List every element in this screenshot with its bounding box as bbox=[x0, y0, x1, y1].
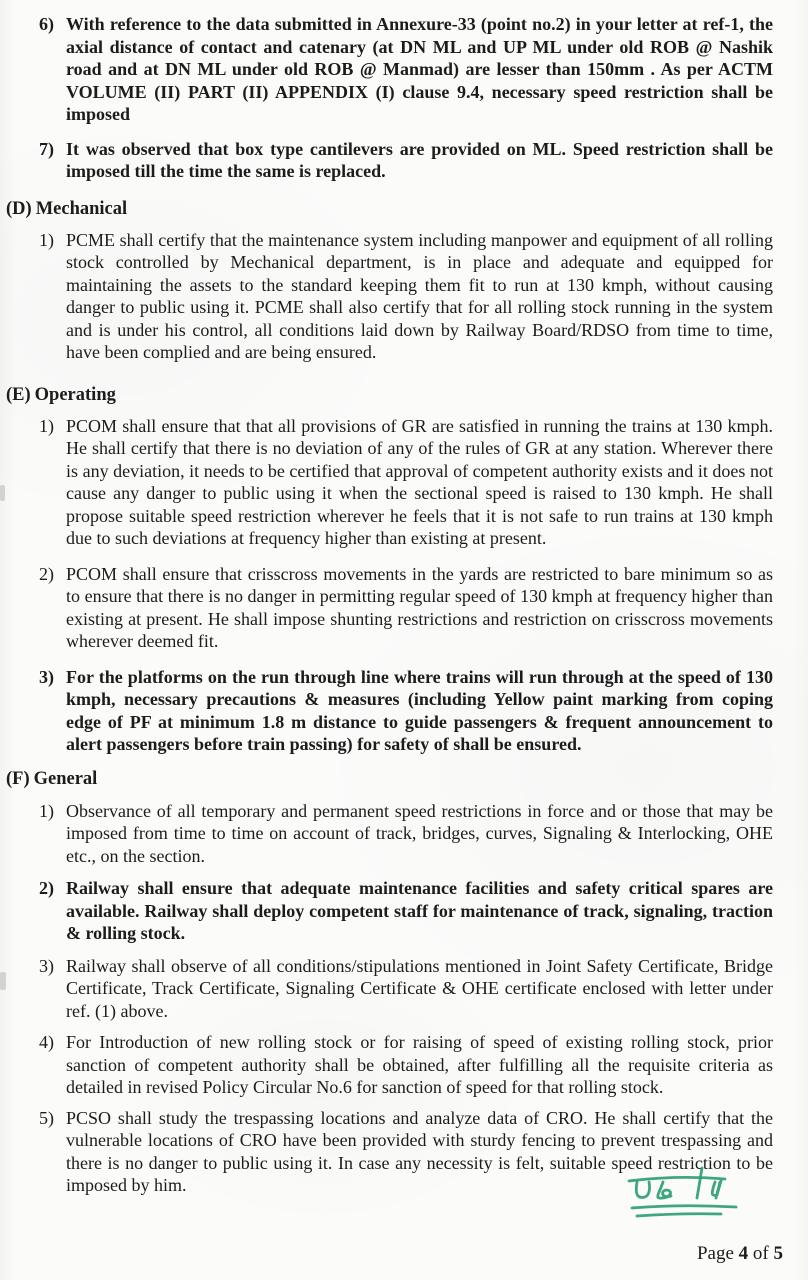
list-item bbox=[39, 138, 773, 183]
list-item bbox=[39, 229, 773, 364]
scan-artifact bbox=[0, 485, 5, 501]
list-item bbox=[39, 13, 773, 126]
section-label: (F) bbox=[6, 768, 30, 789]
item-number: 2) bbox=[39, 563, 54, 584]
item-number: 7) bbox=[39, 138, 54, 159]
item-text: With reference to the data submitted in Annexure-33 (point no.2) in your letter at ref-1, the axial distance of contact and catenary (at DN ML and UP ML under old ROB @ Nashik road and at DN ML under old ROB @ Manmad) are lesser than 150mm . As per ACTM VOLUME (II) PART (II) APPENDIX (I) clause 9.4, necessary speed restriction shall be imposed bbox=[66, 14, 773, 124]
item-text: For Introduction of new rolling stock or for raising of speed of existing rolling stock, prior sanction of competent authority shall be obtained, after fulfilling all the requisite criteria as detailed in revised Policy Circular No.6 for sanction of speed for that rolling stock. bbox=[66, 1032, 773, 1097]
section-title: Operating bbox=[34, 384, 116, 405]
item-number: 6) bbox=[39, 14, 54, 34]
list-item bbox=[39, 563, 773, 653]
item-number: 3) bbox=[39, 666, 54, 687]
section-title: Mechanical bbox=[35, 198, 128, 219]
list-item bbox=[39, 800, 773, 868]
footer-word-page: Page bbox=[696, 1243, 734, 1264]
footer-word-of: of bbox=[752, 1243, 769, 1264]
signature-ink-icon bbox=[622, 1166, 760, 1218]
scan-artifact bbox=[0, 972, 6, 990]
item-text: PCOM shall ensure that crisscross movements in the yards are restricted to bare minimum so as to ensure that there is no danger in permitting regular speed of 130 kmph at frequency higher than existing at present. He shall impose shunting restrictions and restriction on crisscross movements wherever deemed fit. bbox=[66, 563, 773, 651]
footer-total-pages: 5 bbox=[773, 1243, 783, 1264]
item-number: 1) bbox=[39, 800, 54, 821]
section-heading-mechanical bbox=[6, 198, 773, 221]
item-text: PCSO shall study the trespassing locations and analyze data of CRO. He shall certify that the vulnerable locations of CRO have been provided with sturdy fencing to prevent trespassing and there is no danger to public using it. In case any necessity is felt, suitable speed restriction to be imposed by him. bbox=[66, 1107, 773, 1195]
list-item bbox=[39, 666, 773, 756]
item-text: For the platforms on the run through line where trains will run through at the speed of 130 kmph, necessary precautions & measures (including Yellow paint marking from coping edge of PF at minimum 1.8 m distance to guide passengers & frequent announcement to alert passengers before train passing) for safety of shall be ensured. bbox=[66, 666, 773, 754]
item-number: 1) bbox=[39, 229, 54, 250]
item-number: 5) bbox=[39, 1107, 54, 1128]
item-text: PCME shall certify that the maintenance system including manpower and equipment of all rolling stock controlled by Mechanical department, is in place and adequate and equipped for maintaining the assets to the standard keeping them fit to run at 130 kmph, without causing danger to public using it. PCME shall also certify that for all rolling stock running in the system and is under his control, all conditions laid down by Railway Board/RDSO from time to time, have been complied and are being ensured. bbox=[66, 229, 773, 362]
item-text: Railway shall observe of all conditions/stipulations mentioned in Joint Safety Certificate, Bridge Certificate, Track Certificate, Signaling Certificate & OHE certificate enclosed with letter under ref. (1) above. bbox=[66, 955, 773, 1021]
section-heading-operating bbox=[6, 384, 773, 407]
section-title: General bbox=[33, 768, 98, 789]
item-number: 4) bbox=[39, 1032, 54, 1052]
section-heading-general bbox=[6, 768, 773, 791]
footer-page-number: 4 bbox=[738, 1243, 749, 1264]
handwritten-signature bbox=[622, 1166, 760, 1218]
list-item bbox=[39, 1031, 773, 1099]
list-item bbox=[39, 877, 773, 945]
item-text: PCOM shall ensure that that all provisions of GR are satisfied in running the trains at 130 kmph. He shall certify that there is no deviation of any of the rules of GR at any station. Wherever there is any deviation, it needs to be certified that approval of competent authority exists and it does not cause any danger to public using it when the sectional speed is raised to 130 kmph. He shall propose suitable speed restriction wherever he feels that it is not safe to run trains at 130 kmph due to such deviations at frequency higher than existing at present. bbox=[66, 415, 773, 548]
item-number: 1) bbox=[39, 415, 54, 436]
list-item bbox=[39, 415, 773, 550]
list-item bbox=[39, 955, 773, 1023]
page-footer bbox=[697, 1242, 783, 1265]
section-label: (E) bbox=[6, 384, 31, 405]
item-number: 3) bbox=[39, 955, 54, 976]
section-label: (D) bbox=[6, 198, 32, 219]
item-number: 2) bbox=[39, 878, 54, 898]
item-text: Railway shall ensure that adequate maintenance facilities and safety critical spares are available. Railway shall deploy competent staff for maintenance of track, signaling, traction & rolling stock. bbox=[66, 878, 773, 943]
item-text: It was observed that box type cantilevers are provided on ML. Speed restriction shall be imposed till the time the same is replaced. bbox=[66, 138, 773, 181]
item-text: Observance of all temporary and permanent speed restrictions in force and or those that may be imposed from time to time on account of track, bridges, curves, Signaling & Interlocking, OHE etc., on the section. bbox=[66, 800, 773, 866]
